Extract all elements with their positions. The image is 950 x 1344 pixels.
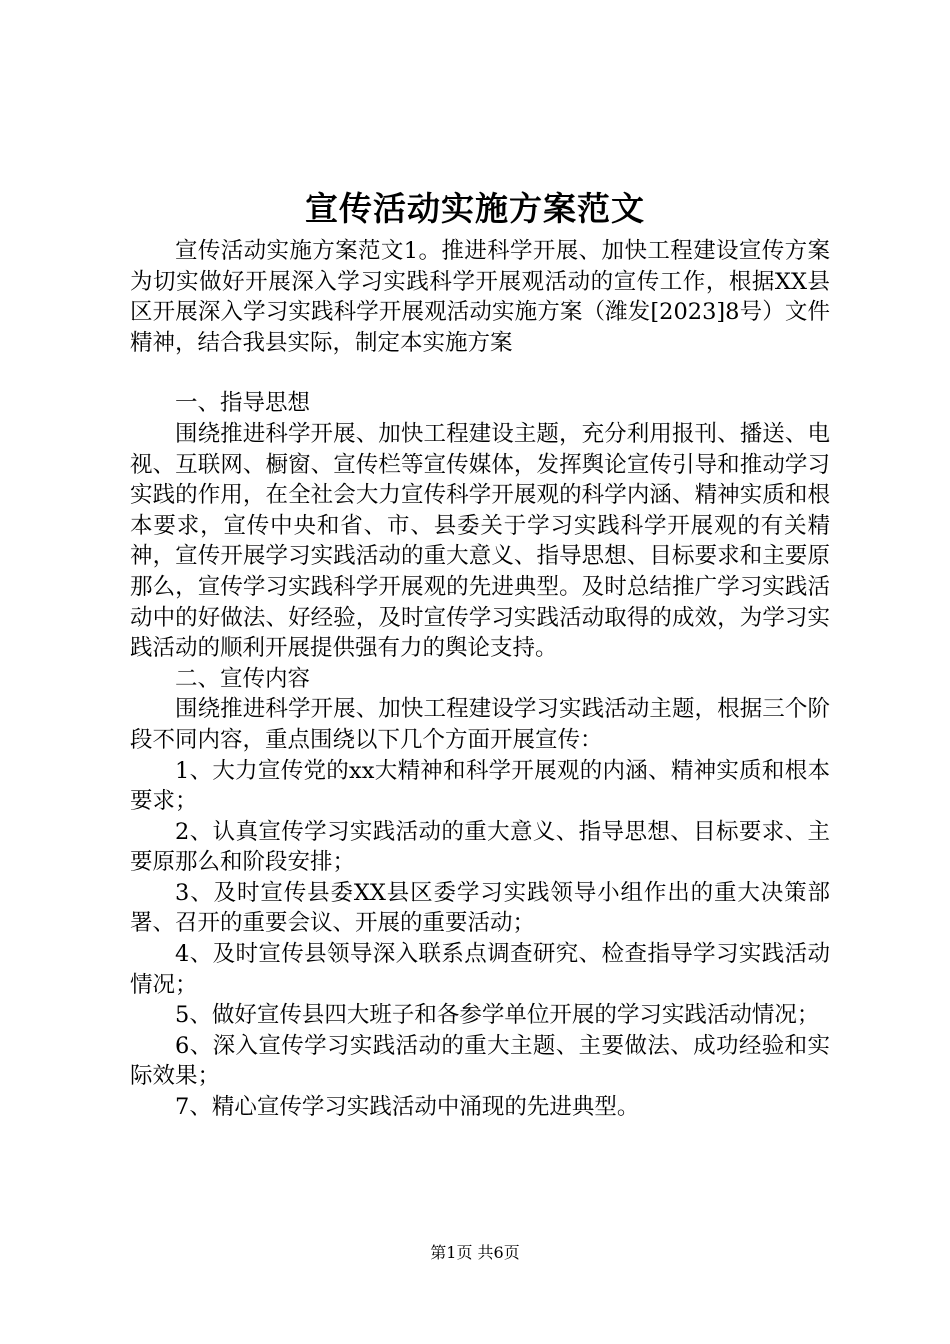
list-item: 1、大力宣传党的xx大精神和科学开展观的内涵、精神实质和根本要求； bbox=[130, 757, 830, 815]
list-item: 7、精心宣传学习实践活动中涌现的先进典型。 bbox=[175, 1094, 640, 1121]
list-item: 4、及时宣传县领导深入联系点调查研究、检查指导学习实践活动情况； bbox=[130, 941, 830, 998]
list-item: 5、做好宣传县四大班子和各参学单位开展的学习实践活动情况； bbox=[175, 1002, 820, 1029]
document-body bbox=[130, 236, 830, 1123]
section-heading-guiding-thought: 一、指导思想 bbox=[175, 390, 311, 417]
page-number-footer: 第1页 共6页 bbox=[430, 1243, 520, 1262]
list-item: 2、认真宣传学习实践活动的重大意义、指导思想、目标要求、主要原那么和阶段安排； bbox=[130, 818, 830, 876]
list-item: 3、及时宣传县委XX县区委学习实践领导小组作出的重大决策部署、召开的重要会议、开展的重要活动； bbox=[130, 879, 830, 937]
guiding-thought-paragraph: 围绕推进科学开展、加快工程建设主题，充分利用报刊、播送、电视、互联网、橱窗、宣传栏等宣传媒体，发挥舆论宣传引导和推动学习实践的作用，在全社会大力宣传科学开展观的科学内涵、精神实质和根本要求，宣传中央和省、市、县委关于学习实践科学开展观的有关精神，宣传开展学习实践活动的重大意义、指导思想、目标要求和主要原那么，宣传学习实践科学开展观的先进典型。及时总结推广学习实践活动中的好做法、好经验，及时宣传学习实践活动取得的成效，为学习实践活动的顺利开展提供强有力的舆论支持。 bbox=[130, 420, 830, 662]
document-title: 宣传活动实施方案范文 bbox=[305, 189, 645, 228]
list-item: 6、深入宣传学习实践活动的重大主题、主要做法、成功经验和实际效果； bbox=[130, 1032, 830, 1090]
publicity-content-paragraph: 围绕推进科学开展、加快工程建设学习实践活动主题，根据三个阶段不同内容，重点围绕以下几个方面开展宣传： bbox=[130, 696, 830, 753]
intro-paragraph: 宣传活动实施方案范文1。推进科学开展、加快工程建设宣传方案为切实做好开展深入学习实践科学开展观活动的宣传工作，根据XX县区开展深入学习实践科学开展观活动实施方案（潍发[2023]8号）文件精神，结合我县实际，制定本实施方案 bbox=[130, 238, 830, 356]
section-heading-publicity-content: 二、宣传内容 bbox=[175, 665, 311, 692]
